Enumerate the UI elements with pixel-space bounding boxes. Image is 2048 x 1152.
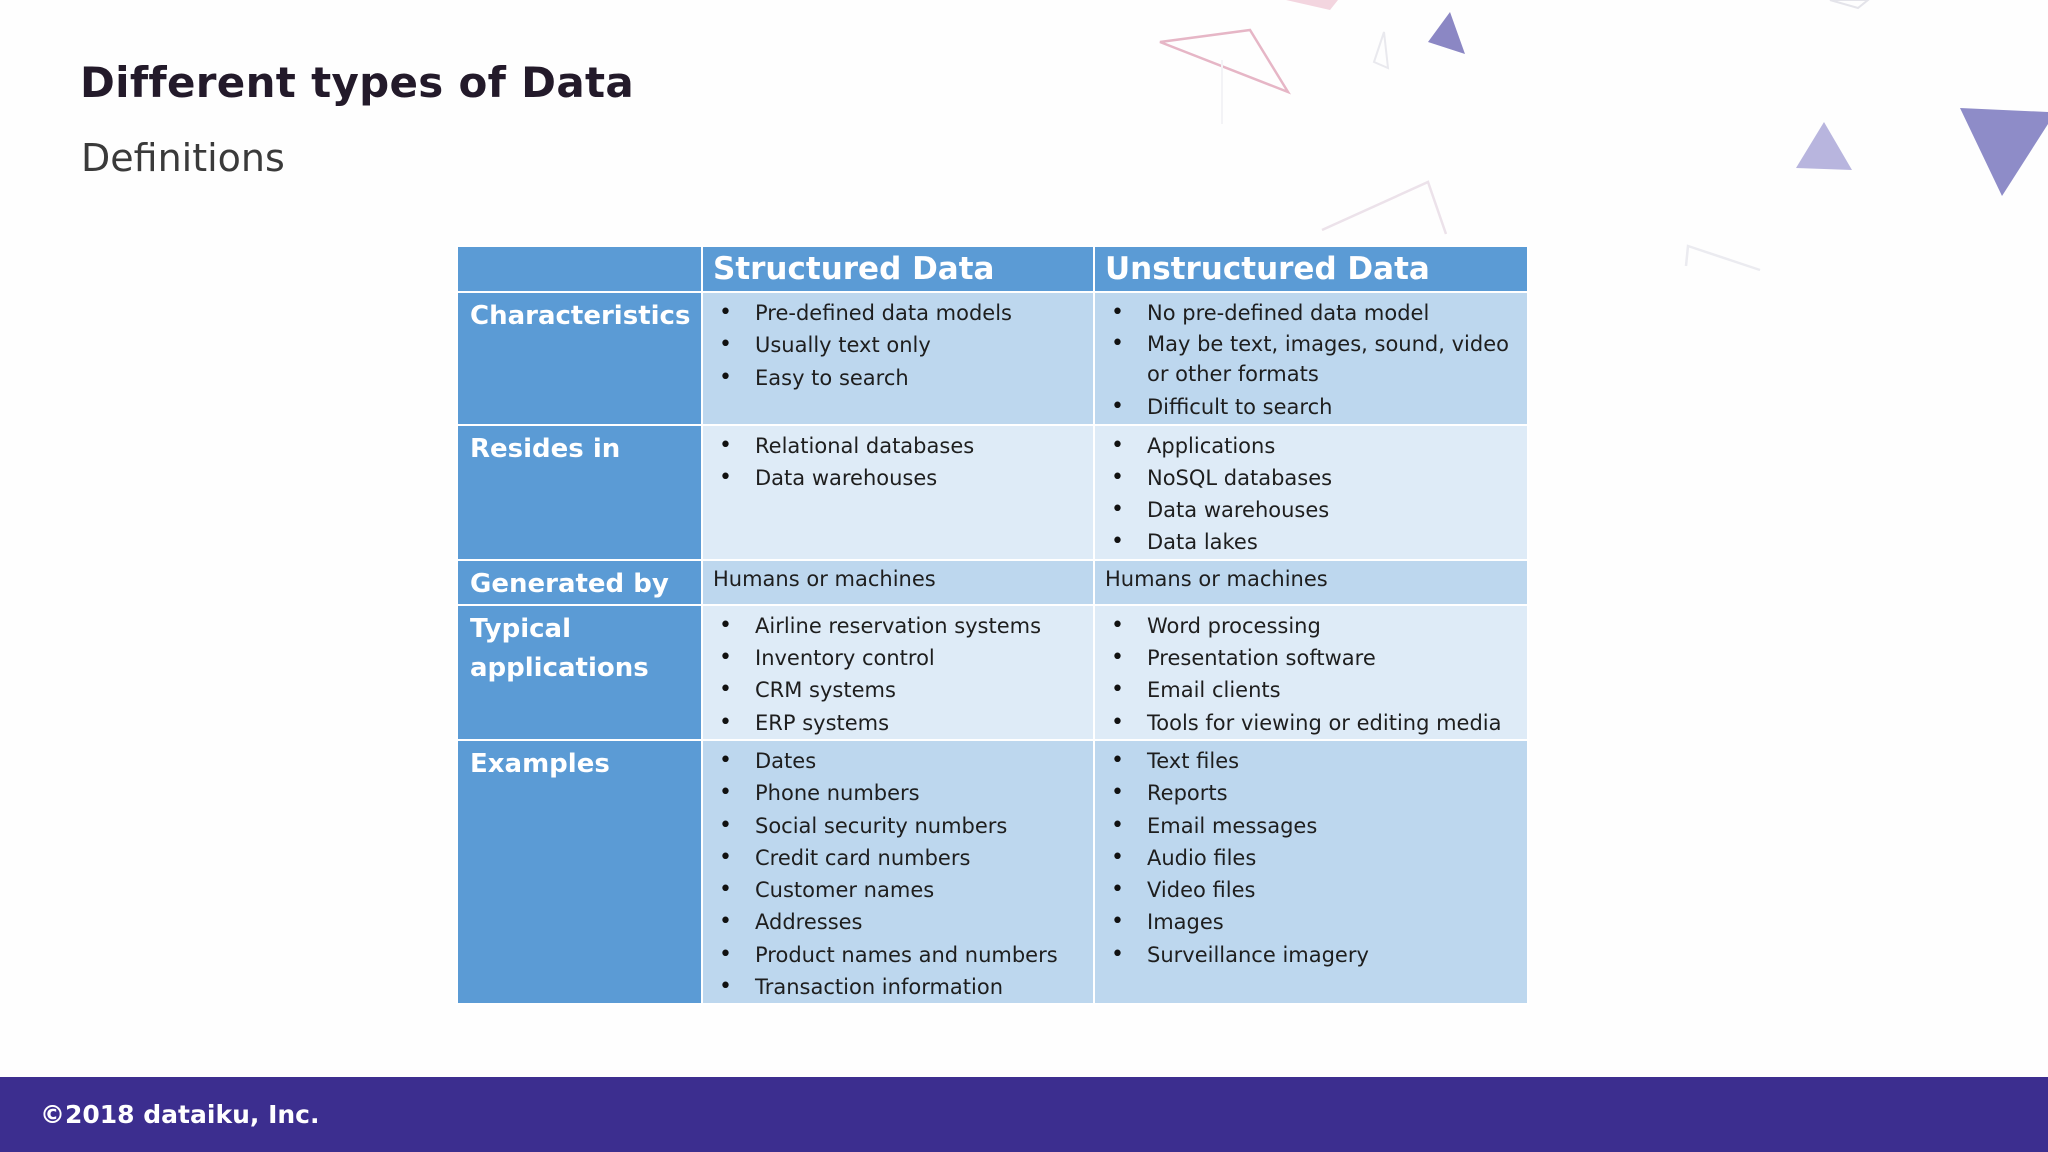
list-item: • Usually text only: [713, 329, 1083, 361]
table-row-generated-by: [457, 560, 1528, 605]
slide-subtitle: Definitions: [81, 136, 285, 180]
row-label-generated-by: Generated by: [457, 560, 702, 605]
list-item: • Word processing: [1105, 610, 1517, 642]
cell-structured-resides-in: [702, 425, 1094, 560]
list-item: • Dates: [713, 745, 1083, 777]
unstructured-typical-applications-list: [1105, 610, 1517, 739]
list-item: • Customer names: [713, 874, 1083, 906]
comparison-table: [456, 245, 1529, 1005]
triangle-lavender: [1796, 122, 1852, 170]
slide-title: Different types of Data: [80, 58, 634, 107]
structured-characteristics-list: [713, 297, 1083, 394]
cell-unstructured-resides-in: [1094, 425, 1528, 560]
list-item: • Inventory control: [713, 642, 1083, 674]
list-item: • Email messages: [1105, 810, 1517, 842]
list-item: • Pre-defined data models: [713, 297, 1083, 329]
list-item: • Video files: [1105, 874, 1517, 906]
list-item: • Phone numbers: [713, 777, 1083, 809]
list-item: • ERP systems: [713, 707, 1083, 739]
triangle-outline-top-right: [1830, 0, 1868, 8]
table-header-row: [457, 246, 1528, 292]
list-item: • Credit card numbers: [713, 842, 1083, 874]
list-item: • Tools for viewing or editing media: [1105, 707, 1517, 739]
list-item: • No pre-defined data model: [1105, 297, 1517, 329]
table-row-characteristics: [457, 292, 1528, 425]
table-row-typical-applications: [457, 605, 1528, 740]
cell-unstructured-examples: [1094, 740, 1528, 1004]
header-structured-data: Structured Data: [702, 246, 1094, 292]
footer-bar: [0, 1077, 2048, 1152]
list-item: • Transaction information: [713, 971, 1083, 1003]
triangle-purple-large: [1960, 108, 2048, 196]
list-item: • Airline reservation systems: [713, 610, 1083, 642]
list-item: • NoSQL databases: [1105, 462, 1517, 494]
structured-generated-by-text: Humans or machines: [713, 566, 936, 591]
footer-copyright: ©2018 dataiku, Inc.: [40, 1100, 320, 1129]
list-item: • Email clients: [1105, 674, 1517, 706]
unstructured-generated-by-text: Humans or machines: [1105, 566, 1328, 591]
table-row-resides-in: [457, 425, 1528, 560]
list-item: • May be text, images, sound, video or other formats: [1105, 329, 1517, 391]
list-item: • Social security numbers: [713, 810, 1083, 842]
triangle-outline-right: [1686, 246, 1760, 270]
list-item: • Data warehouses: [1105, 494, 1517, 526]
list-item: • Difficult to search: [1105, 391, 1517, 423]
row-label-typical-applications: Typical applications: [457, 605, 702, 740]
header-corner-cell: [457, 246, 702, 292]
triangle-outline-mid: [1322, 182, 1446, 234]
cell-structured-generated-by: [702, 560, 1094, 605]
list-item: • Presentation software: [1105, 642, 1517, 674]
list-item: • Product names and numbers: [713, 939, 1083, 971]
triangle-pink-edge: [1286, 0, 1338, 10]
list-item: • Surveillance imagery: [1105, 939, 1517, 971]
cell-structured-examples: [702, 740, 1094, 1004]
cell-unstructured-typical-applications: [1094, 605, 1528, 740]
row-label-resides-in: Resides in: [457, 425, 702, 560]
cell-unstructured-generated-by: [1094, 560, 1528, 605]
unstructured-examples-list: [1105, 745, 1517, 971]
list-item: • CRM systems: [713, 674, 1083, 706]
cell-structured-characteristics: [702, 292, 1094, 425]
row-label-examples: Examples: [457, 740, 702, 1004]
list-item: • Data lakes: [1105, 526, 1517, 558]
header-unstructured-data: Unstructured Data: [1094, 246, 1528, 292]
list-item: • Easy to search: [713, 362, 1083, 394]
list-item: • Data warehouses: [713, 462, 1083, 494]
list-item: • Relational databases: [713, 430, 1083, 462]
list-item: • Reports: [1105, 777, 1517, 809]
list-item: • Addresses: [713, 906, 1083, 938]
list-item: • Applications: [1105, 430, 1517, 462]
cell-unstructured-characteristics: [1094, 292, 1528, 425]
structured-resides-in-list: [713, 430, 1083, 495]
triangle-outline-light: [1374, 32, 1388, 68]
structured-typical-applications-list: [713, 610, 1083, 739]
list-item: • Text files: [1105, 745, 1517, 777]
list-item: • Images: [1105, 906, 1517, 938]
cell-structured-typical-applications: [702, 605, 1094, 740]
unstructured-characteristics-list: [1105, 297, 1517, 424]
structured-examples-list: [713, 745, 1083, 1003]
table-row-examples: [457, 740, 1528, 1004]
list-item: • Audio files: [1105, 842, 1517, 874]
row-label-characteristics: Characteristics: [457, 292, 702, 425]
triangle-purple-small: [1428, 12, 1465, 54]
triangle-outline-pink: [1160, 30, 1288, 92]
unstructured-resides-in-list: [1105, 430, 1517, 559]
